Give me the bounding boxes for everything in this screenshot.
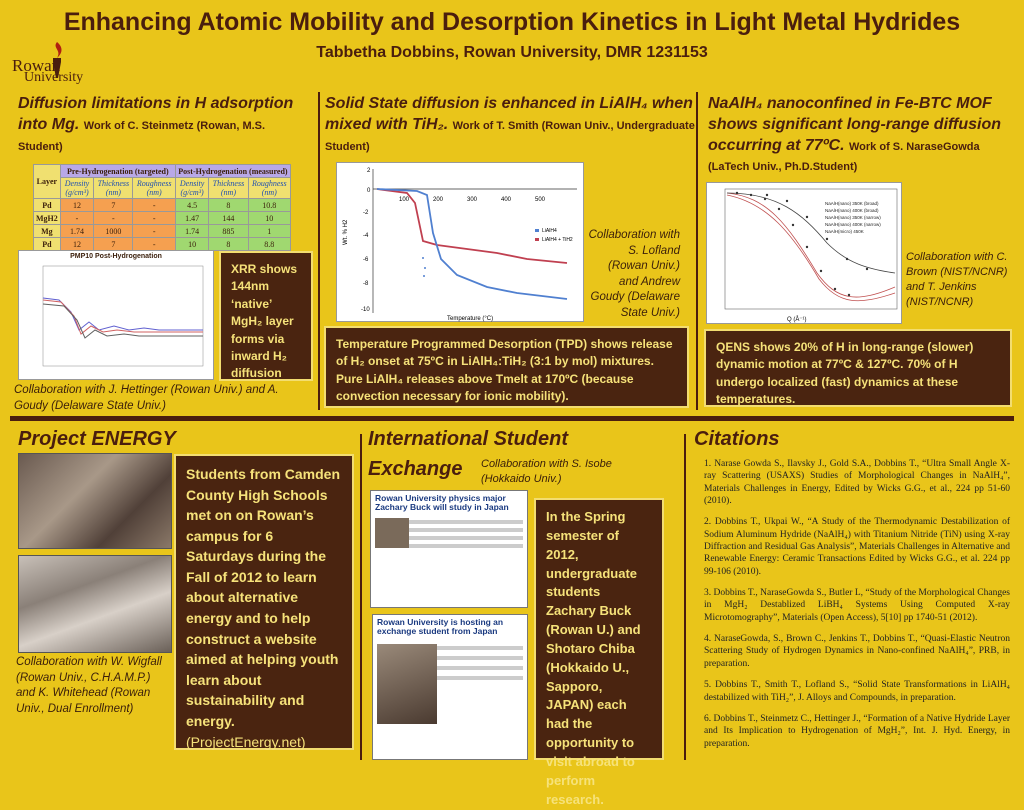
- table-cell: -: [133, 238, 175, 251]
- table-cell: 1: [248, 225, 290, 238]
- svg-text:Q (Å⁻¹): Q (Å⁻¹): [787, 317, 807, 323]
- citation-item: 5. Dobbins T., Smith T., Lofland S., “Solid State Transformations in LiAlH₄ destabilized with TiH₂”, J. Alloys and Compounds, in preparation.: [704, 680, 1010, 703]
- energy-collaboration: Collaboration with W. Wigfall (Rowan Univ., C.H.A.M.P.) and K. Whitehead (Rowan Univ., Dual Enrollment): [16, 656, 162, 715]
- qens-legend-1: NaAlH(nano) 350K (broad): [825, 201, 879, 206]
- table-layer-cell: Pd: [34, 199, 61, 212]
- tpd-chart-svg: [337, 163, 585, 323]
- table-cell: 12: [60, 238, 93, 251]
- tpd-xlabel: Temperature (°C): [447, 316, 494, 322]
- news-clip-1-title: Rowan University physics major Zachary Buck will study in Japan: [375, 493, 509, 513]
- svg-text:2: 2: [367, 168, 371, 174]
- col2-heading: [325, 94, 695, 156]
- news-clip-2-title: Rowan University is hosting an exchange student from Japan: [377, 617, 504, 637]
- table-cell: 4.5: [175, 199, 208, 212]
- col3-credit: Work of S. NaraseGowda (LaTech Univ., Ph.D.Student): [708, 140, 980, 174]
- table-col-header: Roughness (nm): [133, 178, 175, 199]
- divider-3: [360, 434, 362, 760]
- exchange-heading-line2: Exchange: [368, 458, 463, 480]
- logo-text-university: University: [24, 70, 84, 85]
- table-row: [34, 212, 291, 225]
- table-layer-cell: Mg: [34, 225, 61, 238]
- rowan-logo: [8, 40, 108, 84]
- qens-chart: [706, 182, 902, 324]
- qens-legend-3: NaAlH(nano) 350K (narrow): [825, 215, 881, 220]
- svg-text:0: 0: [367, 188, 371, 194]
- energy-photo-2: [18, 555, 172, 653]
- svg-text:-10: -10: [361, 307, 370, 313]
- citation-item: 3. Dobbins T., NaraseGowda S., Butler L, “Study of the Morphological Changes in MgH₂ Destablized LiBH₄ Systems Using Computed X-ray Microtomography”, Materials (Open Access), 5[10] pp 1740-51 (2012).: [704, 588, 1010, 623]
- col2-credit: Work of T. Smith (Rowan Univ., Undergraduate Student): [325, 119, 695, 153]
- energy-heading: Project ENERGY: [18, 428, 176, 450]
- col3-heading: [708, 94, 1008, 177]
- layer-table: [33, 164, 291, 251]
- table-col-header: Density (g/cm³): [175, 178, 208, 199]
- table-cell: 8: [209, 238, 248, 251]
- table-cell: -: [133, 199, 175, 212]
- svg-text:300: 300: [467, 197, 478, 203]
- svg-text:200: 200: [433, 197, 444, 203]
- svg-text:500: 500: [535, 197, 546, 203]
- citation-item: 1. Narase Gowda S., Ilavsky J., Gold S.A., Dobbins T., “Ultra Small Angle X-ray Scattering (USAXS) Studies of Morphological Changes in NaAlH₄”, Materials Challenges in Energy, Edited by Wicks G.G., et al., 224 pp 51-60 (2010).: [704, 459, 1010, 507]
- news-clip-1-photo: [375, 518, 409, 548]
- energy-callout-text: Students from Camden County High Schools met on on Rowan’s campus for 6 Saturdays during the Fall of 2012 to learn about alternative energy and to help construct a website aimed at helping youth learn about sustainability and energy.: [186, 466, 341, 729]
- table-row: [34, 199, 291, 212]
- table-cell: 10: [248, 212, 290, 225]
- qens-legend-5: NaAlH(micro) 450K: [825, 229, 864, 234]
- energy-website-link[interactable]: (ProjectEnergy.net): [186, 733, 306, 750]
- table-cell: 1.74: [175, 225, 208, 238]
- tpd-legend-1: LiAlH4: [542, 228, 557, 234]
- table-cell: 8: [209, 199, 248, 212]
- poster-subtitle: Tabbetha Dobbins, Rowan University, DMR 1231153: [316, 44, 708, 61]
- table-row: [34, 225, 291, 238]
- divider-4: [684, 434, 686, 760]
- xrr-plot-svg: [19, 260, 213, 375]
- layer-header: Layer: [34, 165, 61, 199]
- col1-collaboration: Collaboration with J. Hettinger (Rowan Univ.) and A. Goudy (Delaware State Univ.): [14, 384, 279, 412]
- table-col-header: Roughness (nm): [248, 178, 290, 199]
- table-cell: 1.74: [60, 225, 93, 238]
- table-col-header: Density (g/cm³): [60, 178, 93, 199]
- table-cell: 8.8: [248, 238, 290, 251]
- table-cell: 12: [60, 199, 93, 212]
- news-clip-2-photo: [377, 644, 437, 724]
- xrr-plot-title: PMP10 Post-Hydrogenation: [70, 253, 162, 260]
- table-cell: -: [133, 225, 175, 238]
- col3-heading-text: NaAlH₄ nanoconfined in Fe-BTC MOF shows significant long-range diffusion occurring at 77ºC.: [708, 95, 1002, 154]
- col1-credit: Work of C. Steinmetz (Rowan, M.S. Student): [18, 119, 266, 153]
- table-cell: 7: [94, 199, 133, 212]
- qens-callout: QENS shows 20% of H in long-range (slower) dynamic motion at 77ºC & 127ºC. 70% of H undergo localized (fast) dynamics at these temperatures.: [704, 329, 1012, 407]
- exchange-callout: In the Spring semester of 2012, undergraduate students Zachary Buck (Rowan U.) and Shotaro Chiba (Hokkaido U., Sapporo, JAPAN) each had the opportunity to visit abroad to perform research.: [534, 498, 664, 760]
- qens-legend-2: NaAlH(nano) 400K (broad): [825, 208, 879, 213]
- table-col-header: Thickness (nm): [209, 178, 248, 199]
- exchange-collaboration: Collaboration with S. Isobe (Hokkaido Univ.): [481, 458, 612, 485]
- col2-collaboration: Collaboration with S. Lofland (Rowan Univ.) and Andrew Goudy (Delaware State Univ.): [588, 229, 680, 319]
- divider-2: [696, 92, 698, 410]
- tpd-ylabel: Wt. % H2: [343, 219, 349, 245]
- divider-1: [318, 92, 320, 410]
- exchange-heading-line1: International Student: [368, 428, 568, 450]
- svg-text:-6: -6: [363, 257, 369, 263]
- citation-item: 6. Dobbins T., Steinmetz C., Hettinger J., “Formation of a Native Hydride Layer and Its Implication to Hydrogenation of MgH₂”, Int. J. Hyd. Energy, in preparation.: [704, 713, 1010, 749]
- post-hydrogenation-header: Post-Hydrogenation (measured): [175, 165, 290, 178]
- table-layer-cell: Pd: [34, 238, 61, 251]
- table-cell: 7: [94, 238, 133, 251]
- table-cell: -: [94, 212, 133, 225]
- table-row: [34, 238, 291, 251]
- table-col-header: Thickness (nm): [94, 178, 133, 199]
- col2-heading-text: Solid State diffusion is enhanced in LiAlH₄ when mixed with TiH₂.: [325, 95, 693, 133]
- citations-heading: Citations: [694, 428, 780, 450]
- table-cell: 1.47: [175, 212, 208, 225]
- energy-callout: [174, 454, 354, 750]
- table-cell: -: [133, 212, 175, 225]
- logo-text-rowan: Rowan: [12, 56, 61, 75]
- section-divider: [10, 416, 1014, 421]
- qens-chart-svg: [707, 183, 903, 325]
- svg-text:100: 100: [399, 197, 410, 203]
- col1-heading: [18, 94, 308, 156]
- tpd-callout: Temperature Programmed Desorption (TPD) shows release of H₂ onset at 75ºC in LiAlH₄:TiH₂ (3:1 by mol) mixtures. Pure LiAlH₄ releases above Tmelt at 170ºC (because convection necessary for ionic mobility).: [324, 326, 689, 408]
- citation-item: 4. NaraseGowda, S., Brown C., Jenkins T., Dobbins T., “Quasi-Elastic Neutron Scattering Study of Hydrogen Dynamics in Nano-confined NaAlH₄”, PRB, in preparation.: [704, 634, 1010, 669]
- news-clip-1: [370, 490, 528, 608]
- xrr-callout: XRR shows 144nm ‘native’ MgH₂ layer forms via inward H₂ diffusion: [219, 251, 313, 381]
- svg-text:-4: -4: [363, 233, 369, 239]
- svg-text:-2: -2: [363, 210, 369, 216]
- table-cell: 10.8: [248, 199, 290, 212]
- col3-collaboration: Collaboration with C. Brown (NIST/NCNR) and T. Jenkins (NIST/NCNR): [906, 251, 1008, 308]
- energy-photo-1: [18, 453, 172, 549]
- table-cell: 144: [209, 212, 248, 225]
- table-cell: -: [60, 212, 93, 225]
- pre-hydrogenation-header: Pre-Hydrogenation (targeted): [60, 165, 175, 178]
- table-layer-cell: MgH2: [34, 212, 61, 225]
- table-cell: 885: [209, 225, 248, 238]
- tpd-legend-2: LiAlH4 + TiH2: [542, 237, 573, 243]
- poster-title: Enhancing Atomic Mobility and Desorption Kinetics in Light Metal Hydrides: [63, 8, 961, 36]
- table-cell: 1000: [94, 225, 133, 238]
- col1-heading-text: Diffusion limitations in H adsorption into Mg.: [18, 95, 294, 133]
- xrr-plot: [18, 250, 214, 380]
- citation-item: 2. Dobbins T., Ukpai W., “A Study of the Thermodynamic Destabilization of Sodium Aluminum Hydride (NaAlH₄) with Titanium Nitride (TiN) using X-ray Diffraction and Residual Gas Analysis”, Materials Challenges in Alternative and Renewable Energy: Ceramic Transactions Edited by Wicks G.G., et al. 224 pp 99-106 (2010).: [704, 517, 1010, 577]
- qens-legend-4: NaAlH(nano) 400K (narrow): [825, 222, 881, 227]
- svg-text:400: 400: [501, 197, 512, 203]
- news-clip-2: [372, 614, 528, 760]
- tpd-chart: [336, 162, 584, 322]
- svg-text:-8: -8: [363, 281, 369, 287]
- citations-list: [704, 458, 1010, 759]
- table-cell: 10: [175, 238, 208, 251]
